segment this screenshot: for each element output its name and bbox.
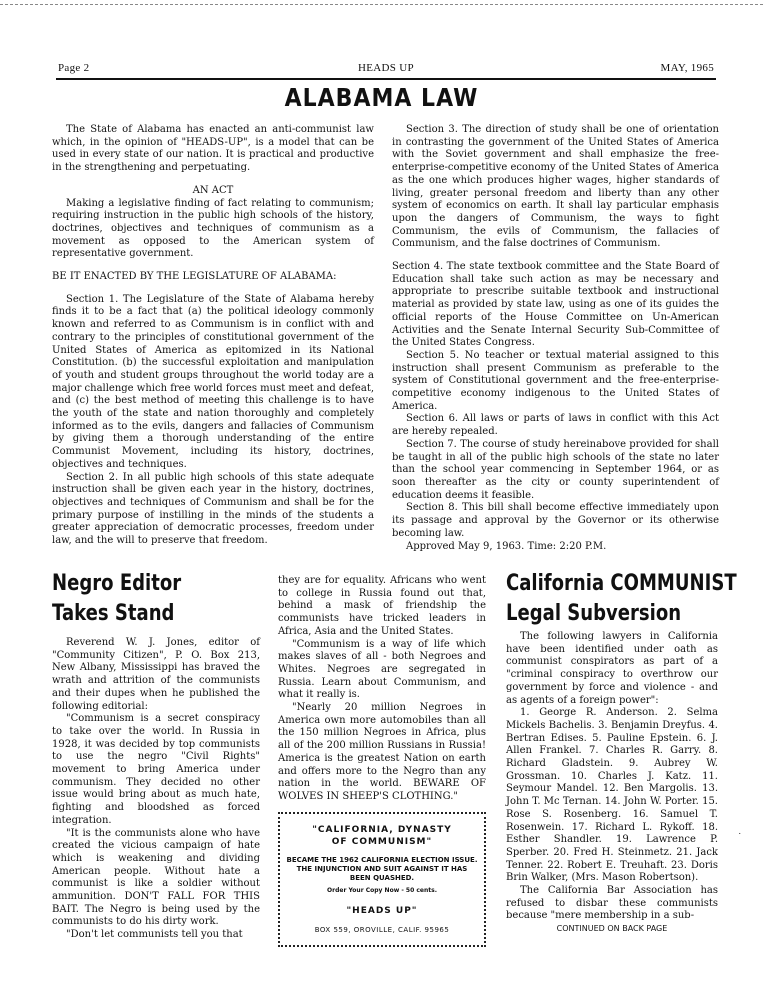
section-4: Section 4. The state textbook committee and the State Board of Education shall take such action as may be necessary and appropriate to prescribe suitable textbook and instructional material as provided by state law, using as one of its guides the official reports of the House Committee on Un-American Activities and the Senate Internal Security Sub-Committee of the United States Congress.: [392, 261, 719, 349]
spacer: [52, 261, 374, 271]
ad-title-line-1: "CALIFORNIA, DYNASTY: [312, 824, 452, 835]
negro-editor-p3: "It is the communists alone who have created the vicious campaign of hate which is weakening and dividing American people. Without hate a communist is like a soldier without ammunition. DON'T FALL FOR THIS BAIT. The Negro is being used by the communists to do his dirty work.: [52, 827, 260, 928]
page-number: Page 2: [58, 62, 90, 74]
negro-editor-p6: "Communism is a way of life which makes slaves of all - both Negroes and Whites. Negroes are segregated in Russia. Learn about Communism, and what it really is.: [278, 638, 486, 701]
alabama-left-column: [52, 124, 374, 548]
article-title-alabama-law: ALABAMA LAW: [284, 84, 479, 113]
approval-line: Approved May 9, 1963. Time: 2:20 P.M.: [406, 540, 607, 552]
section-8: Section 8. This bill shall become effective immediately upon its passage and approval by the Governor or its otherwise becoming law.: [392, 502, 719, 539]
act-description: Making a legislative finding of fact relating to communism; requiring instruction in the public high schools of the history, doctrines, objectives and techniques of communism as a movement as opposed to the American system of representative government.: [52, 197, 374, 260]
act-heading: AN ACT: [192, 184, 234, 196]
ad-address: BOX 559, OROVILLE, CALIF. 95965: [314, 926, 450, 935]
negro-editor-p1: Reverend W. J. Jones, editor of "Community Citizen", P. O. Box 213, New Albany, Mississippi has braved the wrath and attrition of the communists and their dupes when he published the following editorial:: [52, 637, 260, 712]
enacting-clause: BE IT ENACTED BY THE LEGISLATURE OF ALABAMA:: [52, 271, 337, 283]
negro-editor-p7: "Nearly 20 million Negroes in America own more automobiles than all the 150 million Negroes in Africa, plus all of the 200 million Russians in Russia! America is the greatest Nation on earth and offers more to the Negro than any nation in the world. BEWARE OF WOLVES IN SHEEP'S CLOTHING.": [278, 702, 486, 802]
issue-date: MAY, 1965: [660, 62, 714, 74]
california-column: [506, 569, 737, 936]
negro-editor-p2: "Communism is a secret conspiracy to take over the world. In Russia in 1928, it was decided by top communists to use the negro "Civil Rights" movement to bring America under communism. They decided no other issue would bring about as much hate, fighting and bloodshed as forced integration.: [52, 713, 260, 826]
continued-notice: CONTINUED ON BACK PAGE: [556, 924, 668, 934]
ad-title-line-2: OF COMMUNISM": [331, 836, 433, 847]
spacer: [52, 175, 374, 185]
section-7: Section 7. The course of study hereinabove provided for shall be taught in all of the public high schools of the state no later than the school year commencing in September 1964, or as soon thereafter as the city or county superintendent of education deems it feasible.: [392, 438, 719, 501]
california-p3: The California Bar Association has refused to disbar these communists because "mere membership in a sub-: [506, 885, 718, 922]
california-title-1: California COMMUNIST: [506, 571, 737, 596]
top-dashed-rule: [0, 4, 763, 5]
ad-order-line: Order Your Copy Now - 50 cents.: [327, 886, 437, 894]
section-1: Section 1. The Legislature of the State of Alabama hereby finds it to be a fact that (a) the political ideology commonly known and referred to as Communism is in conflict with and contrary to the principles of constitutional government of the United States of America as epitomized in its National Constitution. (b) the successful exploitation and manipulation of youth and student groups throughout the world today are a major challenge which free world forces must meet and defeat, and (c) the best method of meeting this challenge is to have the youth of the state and nation thoroughly and completely informed as to the evils, dangers and fallacies of Communism by giving them a thorough understanding of the entire Communist Movement, including its history, doctrines, objectives and techniques.: [52, 293, 375, 470]
negro-editor-column: [52, 569, 260, 942]
alabama-right-column: [392, 124, 719, 553]
section-6: Section 6. All laws or parts of laws in conflict with this Act are hereby repealed.: [392, 413, 719, 438]
section-5: Section 5. No teacher or textual material assigned to this instruction shall present Communism as preferable to the system of Constitutional government and the free-enterprise-competitive economy indigenous to the United States of America.: [392, 349, 719, 412]
spacer: [52, 284, 374, 294]
alabama-intro: The State of Alabama has enacted an anti-communist law which, in the opinion of "HEADS-UP", is a model that can be used in every state of our nation. It is practical and productive in the strengthening and perpetuating.: [52, 124, 374, 174]
ad-description: BECAME THE 1962 CALIFORNIA ELECTION ISSUE. THE INJUNCTION AND SUIT AGAINST IT HAS BEEN QUASHED.: [286, 855, 478, 882]
section-3: Section 3. The direction of study shall be one of orientation in contrasting the government of the United States of America with the Soviet government and shall emphasize the free-enterprise-competitive economy of the United States of America as the one which produces higher wages, higher standards of living, greater personal freedom and liberty than any other system of economics on earth. It shall lay particular emphasis upon the dangers of Communism, the ways to fight Communism, the evils of Communism, the fallacies of Communism, and the false doctrines of Communism.: [392, 124, 719, 250]
ad-publisher: "HEADS UP": [346, 906, 418, 917]
header-rule: [56, 78, 716, 80]
negro-editor-title-1: Negro Editor: [52, 571, 182, 596]
publication-title: HEADS UP: [358, 62, 414, 74]
california-title-2: Legal Subversion: [506, 601, 682, 626]
negro-editor-p5: they are for equality. Africans who went to college in Russia found out that, behind a mask of friendship the communists have tricked leaders in Africa, Asia and the United States.: [278, 575, 486, 637]
lawyer-list: 1. George R. Anderson. 2. Selma Mickels Bachelis. 3. Benjamin Dreyfus. 4. Bertran Edises. 5. Pauline Epstein. 6. J. Allen Frankel. 7. Charles R. Garry. 8. Richard Gladstein. 9. Aubrey W. Grossman. 10. Charles J. Katz. 11. Seymour Mandel. 12. Ben Margolis. 13. John T. Mc Ternan. 14. John W. Porter. 15. Rose S. Rosenberg. 16. Samuel T. Rosenwein. 17. Richard L. Rykoff. 18. Esther Shandler. 19. Lawrence P. Sperber. 20. Fred H. Steinmetz. 21. Jack Tenner. 22. Robert E. Treuhaft. 23. Doris Brin Walker, (Mrs. Mason Robertson).: [506, 707, 718, 884]
section-2: Section 2. In all public high schools of this state adequate instruction shall be given each year in the history, doctrines, objectives and techniques of Communism and shall be for the primary purpose of instilling in the minds of the students a greater appreciation of democratic processes, freedom under law, and the will to preserve that freedom.: [52, 471, 374, 547]
page-header: [58, 62, 714, 76]
margin-mark: .: [738, 827, 741, 836]
negro-editor-column-2: [278, 575, 486, 947]
negro-editor-p4: "Don't let communists tell you that: [66, 929, 243, 941]
spacer: [392, 251, 719, 261]
california-p1: The following lawyers in California have been identified under oath as communist conspirators as part of a "criminal conspiracy to overthrow our government by force and violence - and as agents of a foreign power":: [506, 631, 718, 706]
negro-editor-title-2: Takes Stand: [52, 601, 175, 626]
book-advertisement-box: [278, 812, 486, 947]
